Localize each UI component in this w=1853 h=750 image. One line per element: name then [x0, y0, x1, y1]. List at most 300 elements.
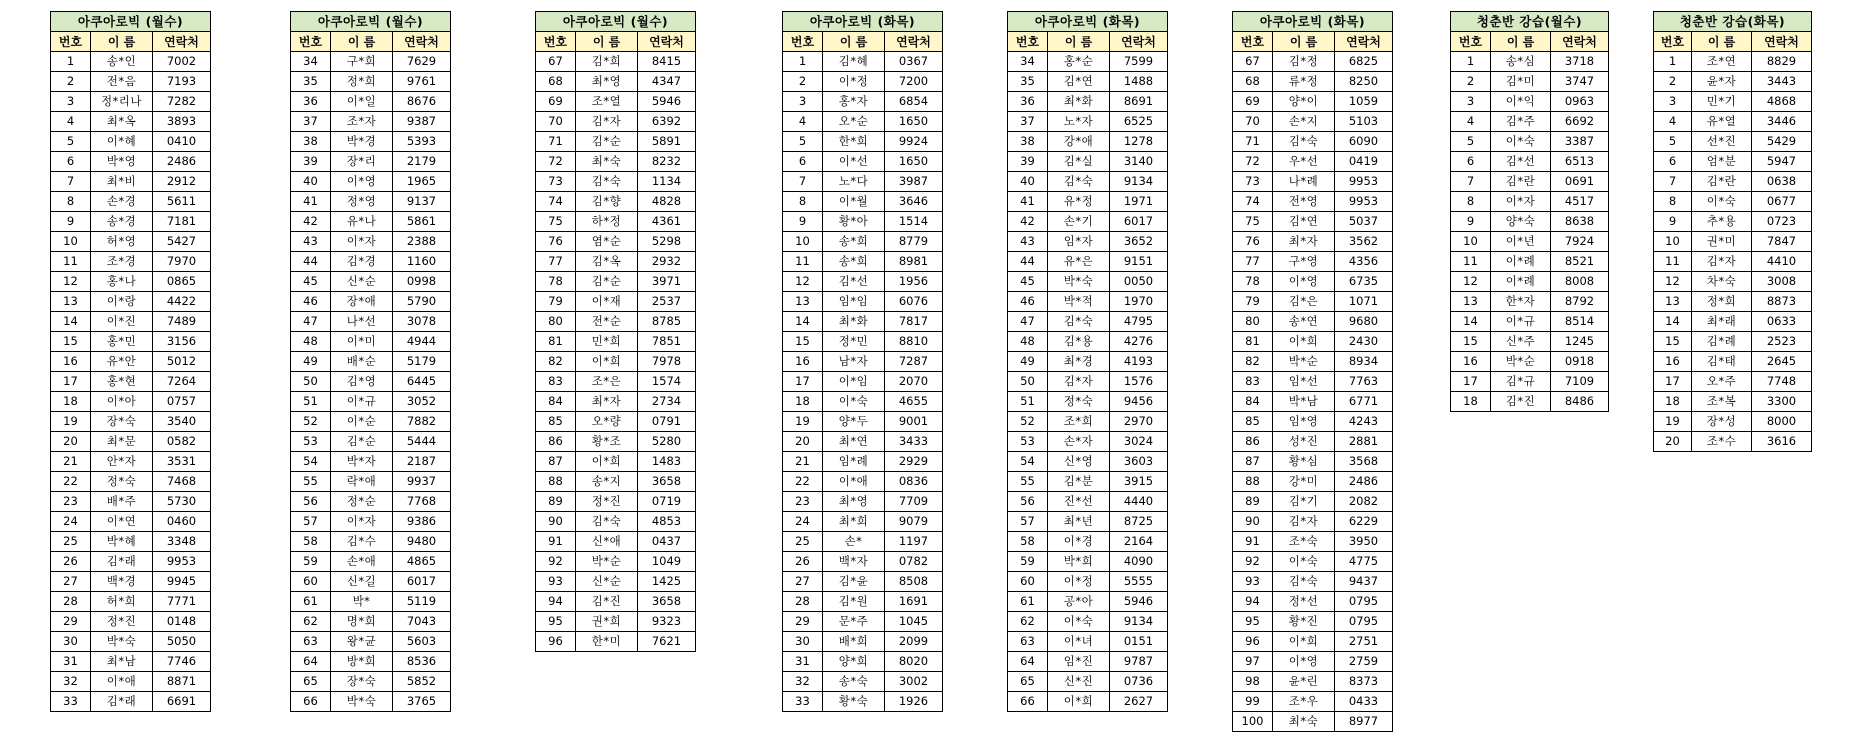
table-row: [291, 232, 451, 252]
cell-number: 19: [51, 412, 91, 432]
cell-name: 김*자: [1273, 512, 1335, 532]
cell-number: 52: [291, 412, 331, 432]
cell-contact: 7468: [153, 472, 211, 492]
cell-number: 78: [536, 272, 576, 292]
cell-number: 47: [1008, 312, 1048, 332]
table-row: [1451, 312, 1609, 332]
cell-contact: 2970: [1110, 412, 1168, 432]
cell-contact: 0367: [885, 52, 943, 72]
cell-contact: 9680: [1335, 312, 1393, 332]
cell-contact: 4853: [638, 512, 696, 532]
cell-name: 김*미: [1491, 72, 1551, 92]
cell-contact: 2912: [153, 172, 211, 192]
cell-name: 백*자: [823, 552, 885, 572]
cell-name: 정*숙: [91, 472, 153, 492]
cell-name: 최*년: [1048, 512, 1110, 532]
cell-number: 50: [1008, 372, 1048, 392]
cell-number: 3: [783, 92, 823, 112]
cell-name: 박*순: [1491, 352, 1551, 372]
cell-name: 최*비: [91, 172, 153, 192]
table-row: [536, 272, 696, 292]
cell-name: 김*정: [1273, 52, 1335, 72]
cell-contact: 1197: [885, 532, 943, 552]
cell-name: 조*열: [576, 92, 638, 112]
cell-contact: 3915: [1110, 472, 1168, 492]
cell-number: 79: [1233, 292, 1273, 312]
cell-number: 63: [291, 632, 331, 652]
column-header-number: 번호: [536, 32, 576, 52]
table-row: [291, 332, 451, 352]
cell-number: 43: [291, 232, 331, 252]
cell-contact: 7282: [153, 92, 211, 112]
table-row: [1233, 412, 1393, 432]
table-row: [51, 132, 211, 152]
cell-number: 82: [536, 352, 576, 372]
cell-number: 57: [1008, 512, 1048, 532]
cell-contact: 6445: [393, 372, 451, 392]
table-row: [291, 132, 451, 152]
cell-name: 엄*분: [1692, 152, 1752, 172]
cell-name: 남*자: [823, 352, 885, 372]
cell-contact: 2486: [1335, 472, 1393, 492]
cell-contact: 9137: [393, 192, 451, 212]
column-header-number: 번호: [1233, 32, 1273, 52]
cell-name: 김*연: [1048, 72, 1110, 92]
table-row: [1008, 572, 1168, 592]
table-row: [536, 72, 696, 92]
table-row: [51, 72, 211, 92]
roster-table: [1653, 11, 1812, 452]
cell-name: 신*애: [576, 532, 638, 552]
table-row: [1008, 472, 1168, 492]
table-title: 아쿠아로빅 (월수): [290, 11, 451, 31]
table-row: [536, 572, 696, 592]
cell-contact: 3658: [638, 472, 696, 492]
cell-number: 41: [1008, 192, 1048, 212]
table-row: [1233, 432, 1393, 452]
cell-name: 이*숙: [1491, 132, 1551, 152]
cell-number: 70: [1233, 112, 1273, 132]
cell-contact: 5946: [638, 92, 696, 112]
cell-name: 신*주: [1491, 332, 1551, 352]
table-row: [536, 372, 696, 392]
cell-contact: 2881: [1335, 432, 1393, 452]
table-row: [1451, 272, 1609, 292]
cell-number: 60: [1008, 572, 1048, 592]
cell-contact: 9945: [153, 572, 211, 592]
cell-number: 1: [1654, 52, 1692, 72]
table-row: [1654, 292, 1812, 312]
table-row: [783, 672, 943, 692]
cell-number: 24: [783, 512, 823, 532]
cell-contact: 5429: [1752, 132, 1812, 152]
table-row: [291, 452, 451, 472]
table-row: [51, 232, 211, 252]
table-row: [536, 332, 696, 352]
cell-name: 신*순: [331, 272, 393, 292]
cell-number: 8: [1654, 192, 1692, 212]
cell-number: 66: [291, 692, 331, 712]
cell-number: 28: [51, 592, 91, 612]
cell-number: 2: [783, 72, 823, 92]
table-row: [1654, 392, 1812, 412]
cell-contact: 3443: [1752, 72, 1812, 92]
cell-number: 14: [783, 312, 823, 332]
table-row: [536, 112, 696, 132]
table-row: [1008, 612, 1168, 632]
cell-number: 2: [1451, 72, 1491, 92]
cell-number: 5: [1451, 132, 1491, 152]
cell-contact: 1956: [885, 272, 943, 292]
cell-name: 박*희: [1048, 552, 1110, 572]
table-row: [1008, 352, 1168, 372]
cell-contact: 4193: [1110, 352, 1168, 372]
cell-contact: 0723: [1752, 212, 1812, 232]
cell-number: 74: [536, 192, 576, 212]
table-row: [783, 512, 943, 532]
cell-number: 79: [536, 292, 576, 312]
cell-number: 37: [291, 112, 331, 132]
cell-name: 허*영: [91, 232, 153, 252]
roster-table: [1450, 11, 1609, 412]
cell-name: 김*수: [331, 532, 393, 552]
cell-number: 37: [1008, 112, 1048, 132]
cell-contact: 2537: [638, 292, 696, 312]
table-row: [783, 312, 943, 332]
cell-number: 96: [536, 632, 576, 652]
table-row: [51, 252, 211, 272]
cell-contact: 7748: [1752, 372, 1812, 392]
cell-contact: 1160: [393, 252, 451, 272]
cell-contact: 3540: [153, 412, 211, 432]
cell-name: 이*녀: [1048, 632, 1110, 652]
cell-contact: 7768: [393, 492, 451, 512]
cell-contact: 5280: [638, 432, 696, 452]
cell-contact: 7817: [885, 312, 943, 332]
cell-name: 임*임: [823, 292, 885, 312]
cell-name: 이*순: [331, 412, 393, 432]
table-row: [51, 432, 211, 452]
cell-contact: 5050: [153, 632, 211, 652]
cell-contact: 0582: [153, 432, 211, 452]
cell-contact: 5037: [1335, 212, 1393, 232]
cell-name: 윤*자: [1692, 72, 1752, 92]
cell-number: 81: [536, 332, 576, 352]
cell-name: 황*아: [823, 212, 885, 232]
cell-number: 13: [51, 292, 91, 312]
cell-contact: 8779: [885, 232, 943, 252]
cell-name: 이*희: [1048, 692, 1110, 712]
column-header-number: 번호: [291, 32, 331, 52]
table-row: [783, 472, 943, 492]
table-row: [1451, 252, 1609, 272]
cell-number: 13: [1451, 292, 1491, 312]
cell-contact: 4828: [638, 192, 696, 212]
cell-number: 20: [783, 432, 823, 452]
column-header-contact: 연락처: [393, 32, 451, 52]
cell-contact: 8829: [1752, 52, 1812, 72]
table-row: [291, 432, 451, 452]
table-row: [1233, 612, 1393, 632]
cell-contact: 1071: [1335, 292, 1393, 312]
table-row: [1008, 452, 1168, 472]
cell-contact: 6692: [1551, 112, 1609, 132]
cell-contact: 0437: [638, 532, 696, 552]
cell-contact: 4775: [1335, 552, 1393, 572]
cell-number: 85: [1233, 412, 1273, 432]
table-title: 아쿠아로빅 (월수): [50, 11, 211, 31]
table-row: [783, 592, 943, 612]
cell-number: 30: [783, 632, 823, 652]
cell-name: 송*지: [576, 472, 638, 492]
cell-number: 89: [1233, 492, 1273, 512]
table-row: [51, 112, 211, 132]
cell-contact: 8250: [1335, 72, 1393, 92]
cell-name: 나*례: [1273, 172, 1335, 192]
cell-contact: 8810: [885, 332, 943, 352]
cell-number: 32: [783, 672, 823, 692]
cell-number: 90: [1233, 512, 1273, 532]
cell-contact: 5730: [153, 492, 211, 512]
cell-contact: 3156: [153, 332, 211, 352]
cell-name: 김*자: [576, 112, 638, 132]
table-row: [51, 292, 211, 312]
cell-name: 박*: [331, 592, 393, 612]
table-row: [536, 92, 696, 112]
cell-contact: 1576: [1110, 372, 1168, 392]
cell-name: 한*미: [576, 632, 638, 652]
cell-name: 왕*균: [331, 632, 393, 652]
cell-contact: 7200: [885, 72, 943, 92]
cell-number: 12: [1451, 272, 1491, 292]
header-row: [291, 32, 451, 52]
cell-name: 손*경: [91, 192, 153, 212]
cell-number: 49: [291, 352, 331, 372]
cell-contact: 3446: [1752, 112, 1812, 132]
cell-name: 장*리: [331, 152, 393, 172]
cell-number: 73: [536, 172, 576, 192]
cell-contact: 0757: [153, 392, 211, 412]
cell-contact: 8676: [393, 92, 451, 112]
table-row: [1451, 72, 1609, 92]
column-header-name: 이 름: [1273, 32, 1335, 52]
cell-contact: 2929: [885, 452, 943, 472]
table-row: [1008, 392, 1168, 412]
cell-contact: 9953: [1335, 192, 1393, 212]
cell-number: 9: [1451, 212, 1491, 232]
cell-name: 오*량: [576, 412, 638, 432]
cell-number: 48: [291, 332, 331, 352]
table-row: [1654, 132, 1812, 152]
cell-contact: 3531: [153, 452, 211, 472]
cell-name: 김*란: [1692, 172, 1752, 192]
cell-contact: 8981: [885, 252, 943, 272]
cell-contact: 1970: [1110, 292, 1168, 312]
cell-contact: 1650: [885, 152, 943, 172]
table-row: [1654, 252, 1812, 272]
cell-number: 11: [51, 252, 91, 272]
table-row: [1654, 432, 1812, 452]
cell-number: 30: [51, 632, 91, 652]
cell-number: 13: [783, 292, 823, 312]
table-row: [291, 352, 451, 372]
cell-name: 조*은: [576, 372, 638, 392]
cell-contact: 7970: [153, 252, 211, 272]
table-row: [1008, 652, 1168, 672]
table-row: [536, 212, 696, 232]
cell-name: 이*랑: [91, 292, 153, 312]
cell-number: 61: [1008, 592, 1048, 612]
cell-name: 홍*자: [823, 92, 885, 112]
table-row: [1008, 212, 1168, 232]
table-row: [1233, 232, 1393, 252]
table-row: [783, 212, 943, 232]
cell-number: 46: [1008, 292, 1048, 312]
cell-contact: 0433: [1335, 692, 1393, 712]
cell-contact: 0151: [1110, 632, 1168, 652]
cell-number: 95: [536, 612, 576, 632]
cell-contact: 0963: [1551, 92, 1609, 112]
cell-name: 임*선: [1273, 372, 1335, 392]
cell-number: 6: [783, 152, 823, 172]
cell-contact: 8725: [1110, 512, 1168, 532]
cell-name: 정*희: [1692, 292, 1752, 312]
table-row: [536, 172, 696, 192]
table-row: [536, 512, 696, 532]
cell-name: 송*경: [91, 212, 153, 232]
cell-number: 15: [1451, 332, 1491, 352]
cell-name: 이*연: [91, 512, 153, 532]
cell-name: 정*진: [576, 492, 638, 512]
table-row: [51, 672, 211, 692]
cell-contact: 7264: [153, 372, 211, 392]
cell-name: 박*영: [91, 152, 153, 172]
cell-contact: 4440: [1110, 492, 1168, 512]
table-row: [51, 612, 211, 632]
cell-name: 락*애: [331, 472, 393, 492]
cell-number: 61: [291, 592, 331, 612]
cell-name: 최*래: [1692, 312, 1752, 332]
cell-name: 임*례: [823, 452, 885, 472]
cell-name: 신*순: [576, 572, 638, 592]
cell-name: 이*숙: [1692, 192, 1752, 212]
cell-name: 홍*현: [91, 372, 153, 392]
cell-name: 손*자: [1048, 432, 1110, 452]
cell-contact: 7763: [1335, 372, 1393, 392]
cell-name: 송*희: [823, 232, 885, 252]
cell-contact: 6854: [885, 92, 943, 112]
cell-number: 76: [536, 232, 576, 252]
cell-number: 72: [536, 152, 576, 172]
cell-number: 77: [536, 252, 576, 272]
cell-contact: 1574: [638, 372, 696, 392]
table-row: [536, 412, 696, 432]
cell-number: 24: [51, 512, 91, 532]
table-row: [51, 372, 211, 392]
cell-contact: 1483: [638, 452, 696, 472]
cell-contact: 8871: [153, 672, 211, 692]
table-row: [783, 232, 943, 252]
table-row: [291, 572, 451, 592]
table-row: [1654, 232, 1812, 252]
table-row: [1008, 552, 1168, 572]
cell-contact: 7847: [1752, 232, 1812, 252]
cell-number: 26: [51, 552, 91, 572]
header-row: [536, 32, 696, 52]
cell-contact: 4410: [1752, 252, 1812, 272]
cell-name: 이*희: [576, 352, 638, 372]
table-row: [291, 272, 451, 292]
table-row: [1654, 312, 1812, 332]
cell-name: 허*희: [91, 592, 153, 612]
cell-number: 27: [783, 572, 823, 592]
table-row: [51, 412, 211, 432]
cell-number: 9: [1654, 212, 1692, 232]
table-row: [536, 612, 696, 632]
table-row: [51, 532, 211, 552]
table-title: 아쿠아로빅 (월수): [535, 11, 696, 31]
cell-number: 80: [536, 312, 576, 332]
column-header-name: 이 름: [576, 32, 638, 52]
table-row: [1654, 112, 1812, 132]
table-row: [1233, 332, 1393, 352]
cell-number: 91: [1233, 532, 1273, 552]
cell-contact: 5611: [153, 192, 211, 212]
cell-number: 25: [51, 532, 91, 552]
cell-contact: 0633: [1752, 312, 1812, 332]
column-header-number: 번호: [783, 32, 823, 52]
table-row: [1233, 392, 1393, 412]
cell-contact: 7709: [885, 492, 943, 512]
cell-name: 임*영: [1273, 412, 1335, 432]
cell-number: 4: [1451, 112, 1491, 132]
table-row: [51, 212, 211, 232]
table-row: [1008, 412, 1168, 432]
table-row: [536, 532, 696, 552]
cell-name: 류*정: [1273, 72, 1335, 92]
cell-number: 11: [1654, 252, 1692, 272]
cell-contact: 9001: [885, 412, 943, 432]
cell-contact: 6825: [1335, 52, 1393, 72]
cell-contact: 3568: [1335, 452, 1393, 472]
table-row: [1451, 232, 1609, 252]
table-row: [1654, 272, 1812, 292]
cell-name: 손*지: [1273, 112, 1335, 132]
cell-contact: 3616: [1752, 432, 1812, 452]
table-row: [1233, 172, 1393, 192]
cell-number: 39: [291, 152, 331, 172]
cell-number: 18: [1451, 392, 1491, 412]
cell-name: 이*자: [331, 232, 393, 252]
table-row: [783, 72, 943, 92]
cell-name: 한*자: [1491, 292, 1551, 312]
cell-name: 이*일: [331, 92, 393, 112]
cell-number: 94: [536, 592, 576, 612]
table-row: [51, 392, 211, 412]
table-row: [783, 192, 943, 212]
cell-number: 84: [1233, 392, 1273, 412]
table-row: [783, 452, 943, 472]
cell-contact: 4795: [1110, 312, 1168, 332]
cell-name: 권*희: [576, 612, 638, 632]
table-row: [1233, 452, 1393, 472]
table-row: [51, 492, 211, 512]
cell-name: 이*영: [1273, 652, 1335, 672]
table-row: [291, 112, 451, 132]
table-row: [51, 92, 211, 112]
table-row: [783, 252, 943, 272]
cell-name: 이*년: [1491, 232, 1551, 252]
